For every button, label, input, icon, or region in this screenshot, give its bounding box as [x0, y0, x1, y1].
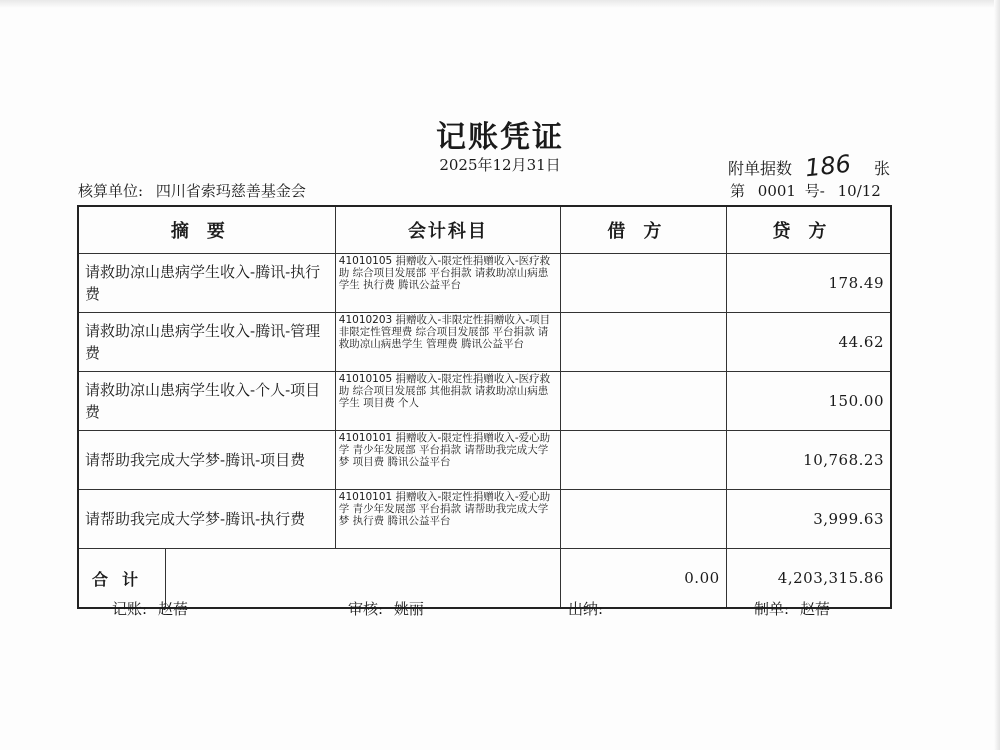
- row-debit: [561, 254, 727, 313]
- total-label: 合计: [79, 549, 166, 607]
- accounting-unit: [78, 180, 306, 201]
- signoff-reviewer: [348, 598, 424, 619]
- voucher-number-value: 0001: [757, 182, 796, 200]
- header-account: 会计科目: [335, 206, 560, 254]
- table-row: [78, 490, 891, 549]
- row-summary: 请帮助我完成大学梦-腾讯-项目费: [78, 431, 335, 490]
- voucher-page-fraction: 10/12: [837, 182, 881, 200]
- voucher-date: 2025年12月31日: [439, 156, 561, 174]
- preparer-label: 制单:: [754, 600, 790, 618]
- attachment-unit: 张: [874, 159, 891, 178]
- total-credit: 4,203,315.86: [726, 549, 891, 609]
- row-account: 41010101 捐赠收入-限定性捐赠收入-爱心助学 青少年发展部 平台捐款 请帮助我完成大学梦 执行费 腾讯公益平台: [335, 490, 560, 549]
- reviewer-label: 审核:: [348, 600, 384, 618]
- header-credit: 贷方: [726, 206, 891, 254]
- table-row: [78, 313, 891, 372]
- row-debit: [561, 431, 727, 490]
- voucher-title: 记账凭证: [436, 120, 564, 155]
- reviewer-name: 姚丽: [393, 600, 424, 618]
- signoff-cashier: [568, 598, 609, 619]
- row-debit: [561, 372, 727, 431]
- signoff-preparer: [754, 598, 830, 619]
- header-debit: 借方: [561, 206, 727, 254]
- preparer-name: 赵蓓: [799, 600, 830, 618]
- table-row: [78, 372, 891, 431]
- bookkeeper-name: 赵蓓: [157, 600, 188, 618]
- row-credit: 150.00: [726, 372, 891, 431]
- row-summary: 请救助凉山患病学生收入-腾讯-管理费: [78, 313, 335, 372]
- table-row: [78, 254, 891, 313]
- scan-top-edge: [0, 0, 1000, 8]
- row-credit: 3,999.63: [726, 490, 891, 549]
- total-debit: 0.00: [561, 549, 727, 609]
- voucher-number-prefix: 第: [730, 182, 746, 200]
- attachment-count-handwritten: 186: [803, 149, 853, 183]
- header-summary: 摘要: [78, 206, 335, 254]
- row-credit: 10,768.23: [726, 431, 891, 490]
- attachment-count-field: [728, 149, 891, 183]
- cashier-label: 出纳:: [568, 600, 604, 618]
- row-account: 41010105 捐赠收入-限定性捐赠收入-医疗救助 综合项目发展部 其他捐款 请救助凉山病患学生 项目费 个人: [335, 372, 560, 431]
- voucher-number: [730, 180, 889, 201]
- row-account: 41010101 捐赠收入-限定性捐赠收入-爱心助学 青少年发展部 平台捐款 请帮助我完成大学梦 项目费 腾讯公益平台: [335, 431, 560, 490]
- bookkeeper-label: 记账:: [112, 600, 148, 618]
- table-row: [78, 431, 891, 490]
- attachment-label: 附单据数: [728, 159, 793, 178]
- accounting-unit-label: 核算单位:: [78, 182, 144, 200]
- row-debit: [561, 490, 727, 549]
- row-summary: 请救助凉山患病学生收入-个人-项目费: [78, 372, 335, 431]
- signoff-bookkeeper: [112, 598, 188, 619]
- row-account: 41010105 捐赠收入-限定性捐赠收入-医疗救助 综合项目发展部 平台捐款 请救助凉山病患学生 执行费 腾讯公益平台: [335, 254, 560, 313]
- row-debit: [561, 313, 727, 372]
- voucher-table: [77, 205, 892, 609]
- row-summary: 请帮助我完成大学梦-腾讯-执行费: [78, 490, 335, 549]
- row-credit: 178.49: [726, 254, 891, 313]
- accounting-unit-name: 四川省索玛慈善基金会: [155, 182, 306, 200]
- voucher-number-suffix: 号-: [804, 182, 825, 200]
- row-summary: 请救助凉山患病学生收入-腾讯-执行费: [78, 254, 335, 313]
- row-credit: 44.62: [726, 313, 891, 372]
- row-account: 41010203 捐赠收入-非限定性捐赠收入-项目非限定性管理费 综合项目发展部 平台捐款 请救助凉山病患学生 管理费 腾讯公益平台: [335, 313, 560, 372]
- scan-right-edge: [994, 0, 1000, 750]
- table-header-row: [78, 206, 891, 254]
